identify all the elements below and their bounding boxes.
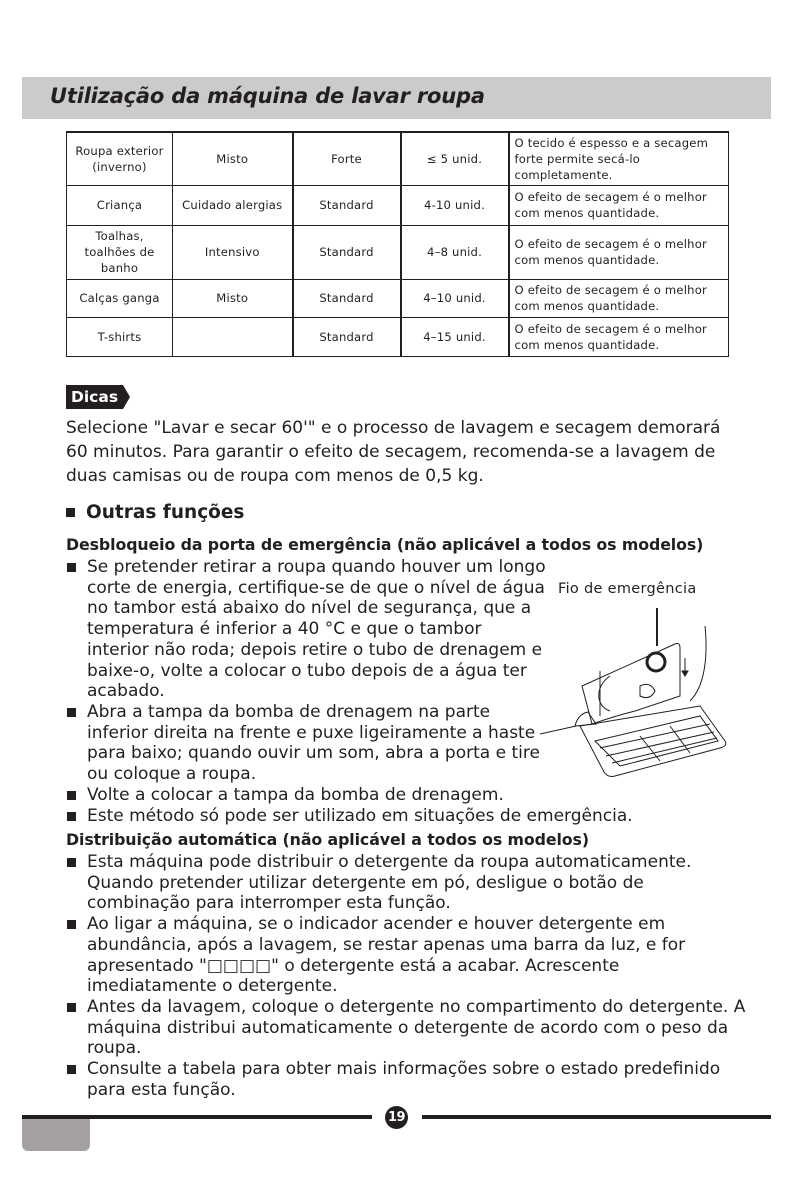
square-bullet-icon (67, 791, 76, 800)
quantity-cell: 4-10 unid. (401, 185, 509, 225)
emergency-steps-list (66, 557, 546, 785)
note-cell: O tecido é espesso e a secagem forte permite secá-lo completamente. (509, 132, 729, 185)
auto-dispense-list (66, 852, 746, 1100)
clothing-cell: Criança (67, 185, 173, 225)
list-item-text: Este método só pode ser utilizado em situações de emergência. (87, 805, 633, 826)
list-item (66, 702, 546, 785)
list-item-text: Antes da lavagem, coloque o detergente no compartimento do detergente. A máquina distribui automaticamente o detergente de acordo com o peso da roupa. (87, 996, 746, 1059)
program-cell: Misto (173, 132, 293, 185)
note-cell: O efeito de secagem é o melhor com menos quantidade. (509, 225, 729, 279)
square-bullet-icon (67, 858, 76, 867)
page-number-badge: 19 (385, 1106, 408, 1129)
footer-rule-right (422, 1115, 771, 1119)
list-item (66, 852, 746, 914)
list-item-text: Esta máquina pode distribuir o detergente da roupa automaticamente. Quando pretender utilizar detergente em pó, desligue o botão de combinação para interromper esta função. (87, 852, 692, 914)
drying-level-cell: Standard (293, 225, 401, 279)
quantity-cell: 4–10 unid. (401, 279, 509, 317)
drying-level-cell: Standard (293, 317, 401, 356)
clothing-cell: Toalhas, toalhões de banho (67, 225, 173, 279)
list-item (66, 557, 546, 702)
quantity-cell: ≤ 5 unid. (401, 132, 509, 185)
list-item (66, 997, 746, 1059)
emergency-unlock-heading: Desbloqueio da porta de emergência (não aplicável a todos os modelos) (66, 535, 704, 554)
section-title-bar (22, 77, 771, 119)
square-bullet-icon (67, 1003, 76, 1012)
drying-table (66, 131, 729, 357)
clothing-cell: Calças ganga (67, 279, 173, 317)
page-title: Utilização da máquina de lavar roupa (50, 84, 485, 108)
note-cell: O efeito de secagem é o melhor com menos quantidade. (509, 279, 729, 317)
program-cell (173, 317, 293, 356)
table-row (67, 185, 729, 225)
list-item (66, 1059, 746, 1100)
list-item-text: Ao ligar a máquina, se o indicador acender e houver detergente em abundância, após a lavagem, se restar apenas uma barra da luz, e for apresentado "□□□□" o detergente está a acabar. Acrescente imediatamente o detergente. (87, 914, 686, 997)
page-edge-tab (22, 1119, 90, 1151)
table-row (67, 317, 729, 356)
program-cell: Misto (173, 279, 293, 317)
clothing-cell: T-shirts (67, 317, 173, 356)
square-bullet-icon (67, 563, 76, 572)
square-bullet-icon (67, 708, 76, 717)
drying-level-cell: Standard (293, 185, 401, 225)
square-bullet-icon (67, 1065, 76, 1074)
drying-level-cell: Standard (293, 279, 401, 317)
tips-label: Dicas (66, 385, 123, 409)
program-cell: Cuidado alergias (173, 185, 293, 225)
list-item-text: Se pretender retirar a roupa quando houver um longo corte de energia, certifique-se de que o nível de água no tambor está abaixo do nível de segurança, que a temperatura é inferior a 40 °C e que o tambor interior não roda; depois retire o tubo de drenagem e baixe-o, volte a colocar o tubo depois de a água ter acabado. (87, 557, 546, 702)
square-bullet-icon (66, 508, 75, 517)
table-row (67, 279, 729, 317)
quantity-cell: 4–8 unid. (401, 225, 509, 279)
table-row (67, 132, 729, 185)
note-cell: O efeito de secagem é o melhor com menos quantidade. (509, 185, 729, 225)
program-cell: Intensivo (173, 225, 293, 279)
drain-pump-illustration-icon (540, 576, 740, 796)
list-item-text: Abra a tampa da bomba de drenagem na parte inferior direita na frente e puxe ligeiramente a haste para baixo; quando ouvir um som, abra a porta e tire ou coloque a roupa. (87, 701, 540, 785)
square-bullet-icon (67, 920, 76, 929)
table-row (67, 225, 729, 279)
figure-caption: Fio de emergência (558, 581, 697, 597)
list-item-text: Consulte a tabela para obter mais informações sobre o estado predefinido para esta função. (87, 1059, 721, 1100)
list-item-text: Volte a colocar a tampa da bomba de drenagem. (87, 785, 504, 805)
square-bullet-icon (67, 812, 76, 821)
tips-text: Selecione "Lavar e secar 60'" e o processo de lavagem e secagem demorará 60 minutos. Para garantir o efeito de secagem, recomenda-se a lavagem de duas camisas ou de roupa com menos de 0,5 kg. (66, 418, 721, 486)
quantity-cell: 4–15 unid. (401, 317, 509, 356)
other-functions-title: Outras funções (86, 502, 245, 523)
drying-level-cell: Forte (293, 132, 401, 185)
list-item (66, 914, 746, 997)
clothing-cell: Roupa exterior (inverno) (67, 132, 173, 185)
note-cell: O efeito de secagem é o melhor com menos quantidade. (509, 317, 729, 356)
auto-dispense-heading: Distribuição automática (não aplicável a todos os modelos) (66, 830, 589, 849)
other-functions-heading (66, 502, 244, 523)
list-item (66, 806, 746, 827)
emergency-cord-figure (540, 576, 740, 796)
